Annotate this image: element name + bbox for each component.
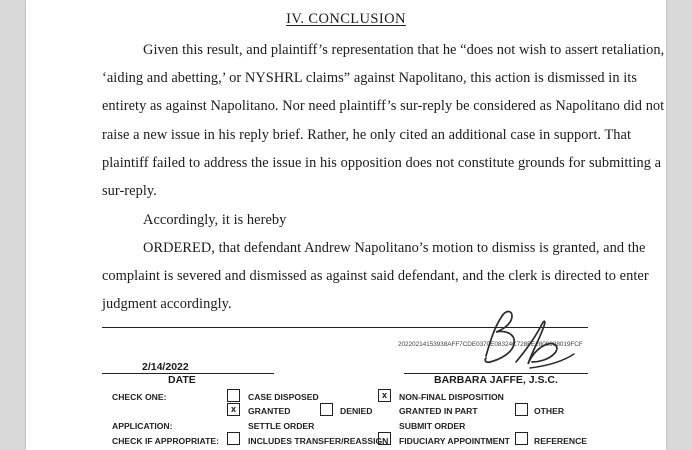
case-disposed-checkbox[interactable] <box>227 389 240 402</box>
reference-checkbox[interactable] <box>515 432 528 445</box>
granted-label: GRANTED <box>248 406 291 416</box>
section-heading: IV. CONCLUSION <box>286 11 406 27</box>
check-if-appropriate-label: CHECK IF APPROPRIATE: <box>112 436 219 446</box>
document-page <box>26 0 666 450</box>
judge-name: BARBARA JAFFE, J.S.C. <box>434 374 558 386</box>
body-line: Given this result, and plaintiff’s representation that he “does not wish to assert retaliation, <box>143 42 665 58</box>
reference-label: REFERENCE <box>534 436 588 446</box>
body-line: raise a new issue in his reply brief. Rather, he only cited an additional case in support. That <box>102 127 632 143</box>
fiduciary-checkbox[interactable] <box>378 432 391 445</box>
denied-checkbox[interactable] <box>320 403 333 416</box>
body-line: judgment accordingly. <box>102 296 232 312</box>
check-one-label: CHECK ONE: <box>112 392 167 402</box>
application-label: APPLICATION: <box>112 421 173 431</box>
non-final-label: NON-FINAL DISPOSITION <box>399 392 504 402</box>
granted-checkbox[interactable]: x <box>227 403 240 416</box>
non-final-checkbox[interactable]: x <box>378 389 391 402</box>
body-line: ORDERED, that defendant Andrew Napolitano’s motion to dismiss is granted, and the <box>143 240 646 256</box>
case-disposed-label: CASE DISPOSED <box>248 392 319 402</box>
body-line: ‘aiding and abetting,’ or NYSHRL claims” against Napolitano, this action is dismissed in its <box>102 70 637 86</box>
granted-in-part-label: GRANTED IN PART <box>399 406 478 416</box>
body-line: entirety as against Napolitano. Nor need plaintiff’s sur-reply be considered as Napolitano did not <box>102 98 665 114</box>
fiduciary-label: FIDUCIARY APPOINTMENT <box>399 436 510 446</box>
settle-order-label: SETTLE ORDER <box>248 421 315 431</box>
includes-transfer-checkbox[interactable] <box>227 432 240 445</box>
denied-label: DENIED <box>340 406 373 416</box>
body-line: sur-reply. <box>102 183 157 199</box>
includes-transfer-label: INCLUDES TRANSFER/REASSIGN <box>248 436 389 446</box>
date-value: 2/14/2022 <box>142 361 189 373</box>
submit-order-label: SUBMIT ORDER <box>399 421 466 431</box>
other-label: OTHER <box>534 406 565 416</box>
date-label: DATE <box>168 374 196 386</box>
efile-stamp-id: 20220214153938AFF7CDE0370E08324C728FE2809988019FCF <box>398 341 583 348</box>
body-line: Accordingly, it is hereby <box>143 212 287 228</box>
other-checkbox[interactable] <box>515 403 528 416</box>
judge-signature <box>446 306 578 374</box>
body-line: plaintiff failed to address the issue in his opposition does not constitute grounds for submitting a <box>102 155 662 171</box>
body-line: complaint is severed and dismissed as against said defendant, and the clerk is directed to enter <box>102 268 649 284</box>
